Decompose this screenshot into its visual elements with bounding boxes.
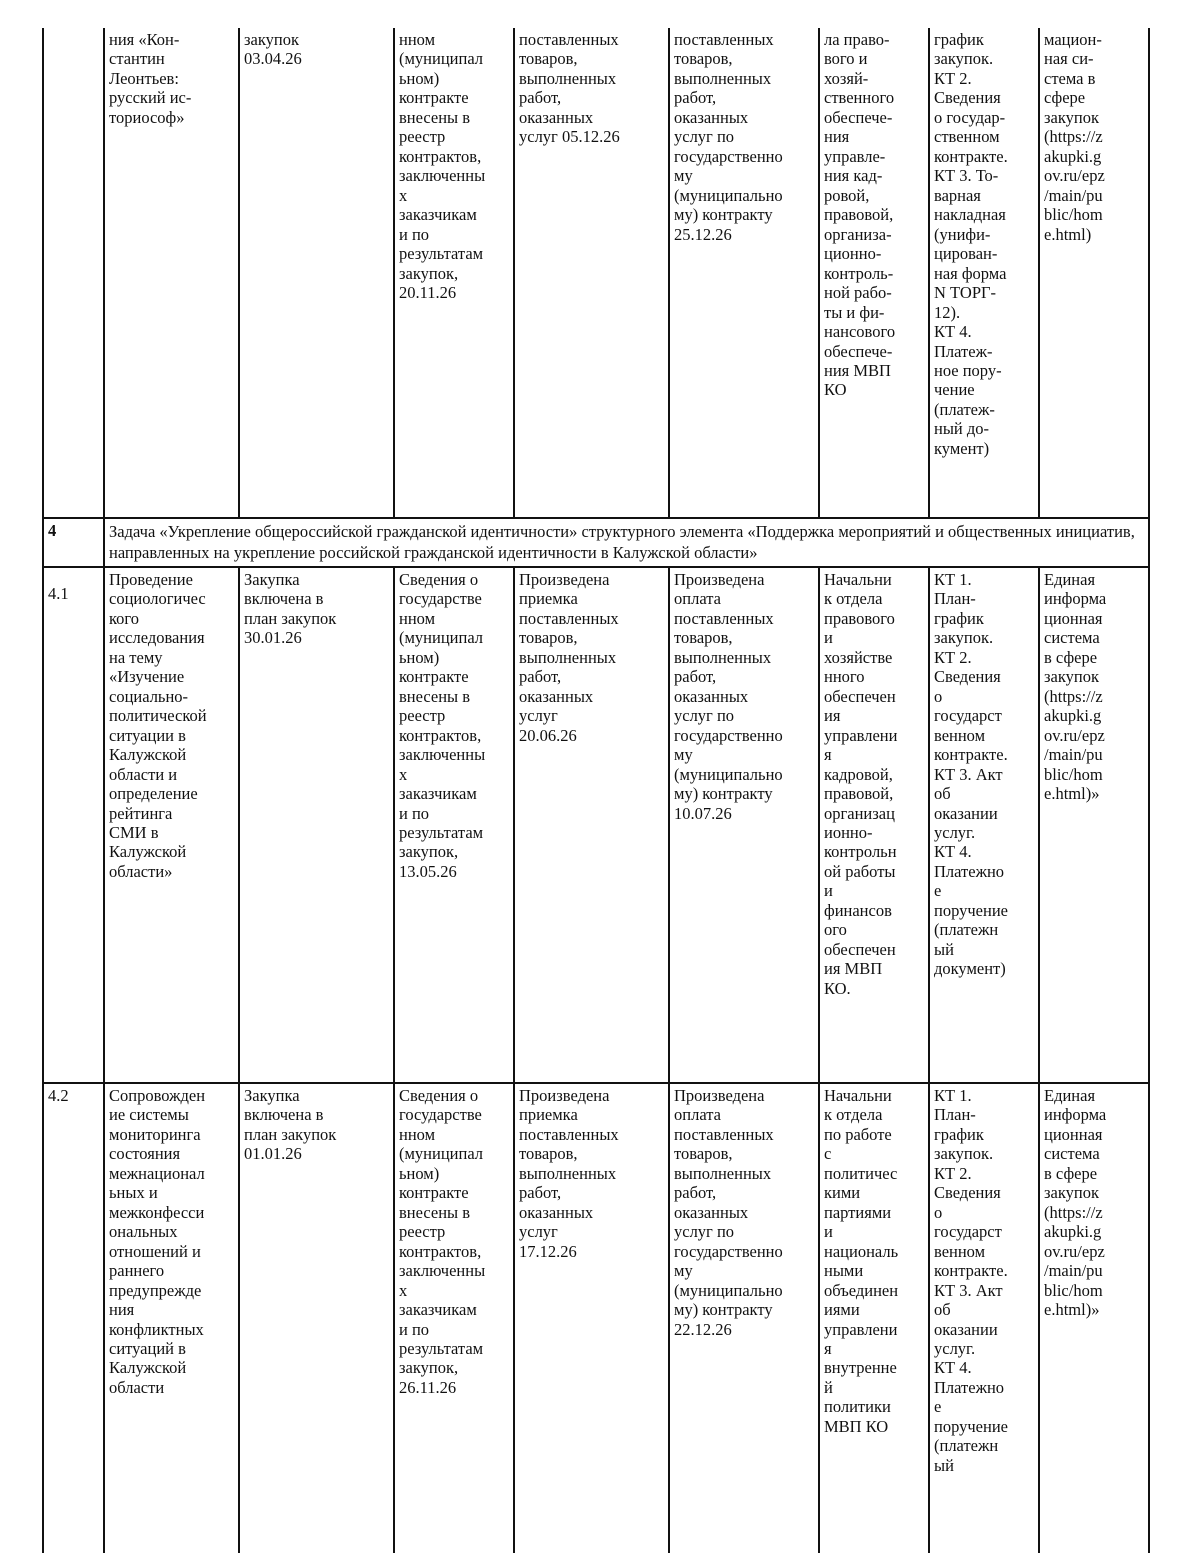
- cell-event-name: Проведение социологичес кого исследования на тему «Изучение социально- политической ситуации в Калужской области и определение рейтинга СМИ в Калужской области»: [104, 567, 239, 1083]
- table-row-4-2: [43, 1083, 1149, 1553]
- cell-info-system: Единая информа ционная система в сфере закупок (https://z akupki.g ov.ru/epz /main/pu blic/hom e.html)»: [1039, 1083, 1149, 1553]
- table-row-4-1: [43, 567, 1149, 1083]
- cell-contract: Сведения о государстве нном (муниципал ьном) контракте внесены в реестр контрактов, заключенны х заказчикам и по результатам закупок, 13.05.26: [394, 567, 514, 1083]
- cell-payment: поставленных товаров, выполненных работ, оказанных услуг по государственно му (муниципально му) контракту 25.12.26: [669, 28, 819, 518]
- cell-number: 4.1: [43, 567, 104, 1083]
- cell-event-name: ния «Кон- стантин Леонтьев: русский ис- ториософ»: [104, 28, 239, 518]
- cell-responsible: Начальни к отдела по работе с политичес кими партиями и националь ными объединен иями управлени я внутренне й политики МВП КО: [819, 1083, 929, 1553]
- cell-task-number: 4: [43, 518, 104, 567]
- control-points-table: [42, 28, 1150, 1553]
- cell-event-name: Сопровожден ие системы мониторинга состояния межнационал ьных и межконфесси ональных отношений и раннего предупрежде ния конфликтных ситуаций в Калужской области: [104, 1083, 239, 1553]
- cell-task-text: Задача «Укрепление общероссийской гражданской идентичности» структурного элемента «Поддержка мероприятий и общественных инициатив, направленных на укрепление российской гражданской идентичности в Калужской области»: [104, 518, 1149, 567]
- task-row: [43, 518, 1149, 567]
- cell-documents: график закупок. КТ 2. Сведения о государ- ственном контракте. КТ 3. То- варная накладная (унифи- цирован- ная форма N ТОРГ- 12). КТ 4. Платеж- ное пору- чение (платеж- ный до- кумент): [929, 28, 1039, 518]
- cell-acceptance: поставленных товаров, выполненных работ, оказанных услуг 05.12.26: [514, 28, 669, 518]
- cell-contract: Сведения о государстве нном (муниципал ьном) контракте внесены в реестр контрактов, заключенны х заказчикам и по результатам закупок, 26.11.26: [394, 1083, 514, 1553]
- cell-number: [43, 28, 104, 518]
- cell-payment: Произведена оплата поставленных товаров, выполненных работ, оказанных услуг по государственно му (муниципально му) контракту 22.12.26: [669, 1083, 819, 1553]
- cell-documents: КТ 1. План- график закупок. КТ 2. Сведения о государст венном контракте. КТ 3. Акт об оказании услуг. КТ 4. Платежно е поручение (платежн ый документ): [929, 567, 1039, 1083]
- cell-plan: Закупка включена в план закупок 01.01.26: [239, 1083, 394, 1553]
- cell-number: 4.2: [43, 1083, 104, 1553]
- cell-info-system: мацион- ная си- стема в сфере закупок (https://z akupki.g ov.ru/epz /main/pu blic/hom e.html): [1039, 28, 1149, 518]
- cell-acceptance: Произведена приемка поставленных товаров, выполненных работ, оказанных услуг 20.06.26: [514, 567, 669, 1083]
- cell-responsible: ла право- вого и хозяй- ственного обеспече- ния управле- ния кад- ровой, правовой, организа- ционно- контроль- ной рабо- ты и фи- нансового обеспече- ния МВП КО: [819, 28, 929, 518]
- cell-info-system: Единая информа ционная система в сфере закупок (https://z akupki.g ov.ru/epz /main/pu blic/hom e.html)»: [1039, 567, 1149, 1083]
- cell-documents: КТ 1. План- график закупок. КТ 2. Сведения о государст венном контракте. КТ 3. Акт об оказании услуг. КТ 4. Платежно е поручение (платежн ый: [929, 1083, 1039, 1553]
- cell-plan: Закупка включена в план закупок 30.01.26: [239, 567, 394, 1083]
- cell-acceptance: Произведена приемка поставленных товаров, выполненных работ, оказанных услуг 17.12.26: [514, 1083, 669, 1553]
- cell-payment: Произведена оплата поставленных товаров, выполненных работ, оказанных услуг по государственно му (муниципально му) контракту 10.07.26: [669, 567, 819, 1083]
- cell-contract: нном (муниципал ьном) контракте внесены в реестр контрактов, заключенны х заказчикам и по результатам закупок, 20.11.26: [394, 28, 514, 518]
- cell-plan: закупок 03.04.26: [239, 28, 394, 518]
- cell-responsible: Начальни к отдела правового и хозяйстве нного обеспечен ия управлени я кадровой, правовой, организац ионно- контрольн ой работы и финансов ого обеспечен ия МВП КО.: [819, 567, 929, 1083]
- table-row-continued: [43, 28, 1149, 518]
